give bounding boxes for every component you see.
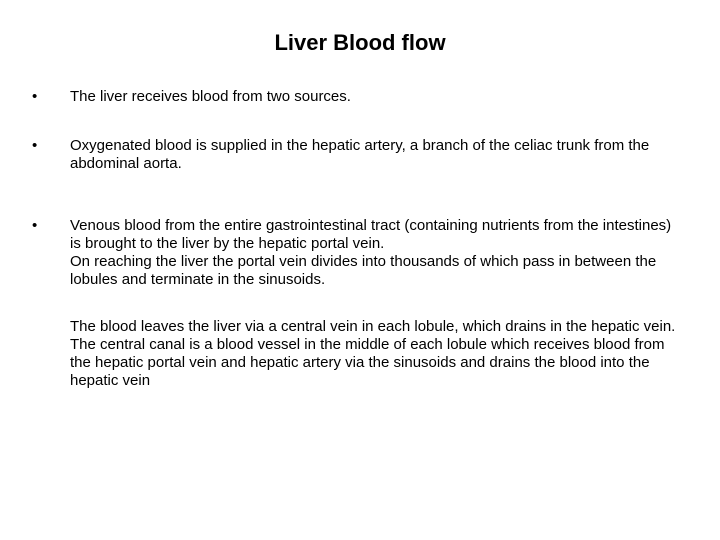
slide-title: Liver Blood flow — [274, 30, 446, 55]
bullet-row — [32, 88, 682, 106]
bullet-row — [32, 137, 682, 173]
bullet-text — [70, 88, 682, 106]
bullet-paragraph: Oxygenated blood is supplied in the hepatic artery, a branch of the celiac trunk from the abdominal aorta. — [70, 137, 650, 172]
continuation-paragraph-1: The blood leaves the liver via a central vein in each lobule, which drains in the hepatic vein. — [70, 318, 676, 335]
bullet-paragraph: Venous blood from the entire gastrointestinal tract (containing nutrients from the intestines) is brought to the liver by the hepatic portal vein. — [70, 217, 672, 252]
bullet-text — [70, 137, 682, 173]
bullet-paragraph-continued: On reaching the liver the portal vein divides into thousands of which pass in between the lobules and terminate in the sinusoids. — [70, 253, 657, 288]
bullet-item-1 — [32, 88, 682, 106]
bullet-paragraph: The liver receives blood from two sources. — [70, 88, 351, 105]
bullet-marker: • — [32, 217, 38, 234]
continuation-paragraph-2: The central canal is a blood vessel in the middle of each lobule which receives blood from the hepatic portal vein and hepatic artery via the sinusoids and drains the blood into the hepatic vein — [70, 336, 665, 389]
bullet-item-2 — [32, 137, 682, 173]
bullet-row — [32, 217, 682, 289]
bullet-marker: • — [32, 88, 38, 105]
bullet-text — [70, 217, 682, 289]
continuation-text — [70, 318, 682, 390]
bullet-marker: • — [32, 137, 38, 154]
bullet-item-3 — [32, 217, 682, 289]
